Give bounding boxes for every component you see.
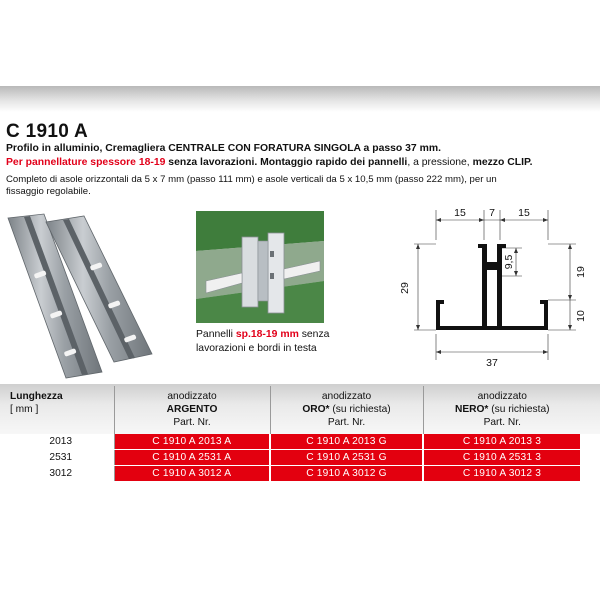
- parts-table-section: [0, 384, 600, 492]
- finish-name: NERO*: [454, 404, 489, 415]
- dim-bottom: 37: [486, 357, 498, 369]
- length-cell: 2013: [8, 434, 114, 450]
- length-unit: [ mm ]: [10, 404, 39, 415]
- finish-label: anodizzato: [477, 391, 527, 402]
- product-description-line-2: fissaggio regolabile.: [6, 186, 91, 197]
- part-number-cell: C 1910 A 3012 3: [423, 466, 581, 482]
- part-number-cell: C 1910 A 2531 G: [270, 450, 423, 466]
- dim-top-left: 15: [454, 207, 466, 219]
- table-row: [8, 466, 581, 482]
- col-nero-header: [423, 386, 581, 434]
- length-cell: 3012: [8, 466, 114, 482]
- dim-top-mid: 7: [489, 207, 495, 219]
- parts-table: [8, 386, 582, 482]
- product-title: [6, 143, 441, 154]
- dim-base-right: 10: [575, 310, 587, 322]
- product-code: C 1910 A: [6, 121, 88, 142]
- dim-slot: 9,5: [503, 254, 515, 270]
- caption-thickness: sp.18-19 mm: [235, 329, 299, 340]
- title-part-b: CENTRALE CON FORATURA SINGOLA: [168, 143, 361, 154]
- finish-name: ARGENTO: [166, 404, 218, 415]
- part-label: Part. Nr.: [173, 417, 211, 428]
- finish-note: (su richiesta): [329, 404, 391, 415]
- product-description-line-1: Completo di asole orizzontali da 5 x 7 mm (passo 111 mm) e asole verticali da 5 x 10,5 mm (passo 222 mm), per un: [6, 174, 497, 185]
- part-number-cell: C 1910 A 2013 3: [423, 434, 581, 450]
- finish-label: anodizzato: [167, 391, 217, 402]
- caption-c: senza: [298, 329, 330, 340]
- table-row: [8, 434, 581, 450]
- part-number-cell: C 1910 A 2013 G: [270, 434, 423, 450]
- dim-top-right: 15: [518, 207, 530, 219]
- product-subtitle: [6, 157, 532, 168]
- finish-note: (su richiesta): [488, 404, 550, 415]
- col-oro-header: [270, 386, 423, 434]
- image-caption: [196, 328, 386, 356]
- caption-d: lavorazioni e bordi in testa: [196, 343, 317, 354]
- length-cell: 2531: [8, 450, 114, 466]
- part-label: Part. Nr.: [327, 417, 366, 428]
- title-part-c: a passo 37 mm.: [360, 143, 441, 154]
- dim-height-right: 19: [575, 266, 587, 278]
- subtitle-red: Per pannellature spessore 18-19: [6, 157, 166, 168]
- part-number-cell: C 1910 A 3012 A: [114, 466, 270, 482]
- subtitle-clip: mezzo CLIP.: [472, 157, 533, 168]
- title-part-a: Profilo in alluminio, Cremagliera: [6, 143, 169, 154]
- caption-a: Pannelli: [196, 329, 236, 340]
- subtitle-bold: senza lavorazioni. Montaggio rapido dei pannelli: [165, 157, 408, 168]
- part-number-cell: C 1910 A 2531 3: [423, 450, 581, 466]
- dim-height-left: 29: [399, 282, 411, 294]
- finish-label: anodizzato: [321, 391, 372, 402]
- part-number-cell: C 1910 A 3012 G: [270, 466, 423, 482]
- col-length-header: [8, 386, 114, 434]
- finish-name: ORO*: [302, 404, 330, 415]
- header-gradient-band: [0, 86, 600, 112]
- col-argento-header: [114, 386, 270, 434]
- length-title: Lunghezza: [10, 391, 63, 402]
- part-label: Part. Nr.: [483, 417, 521, 428]
- part-number-cell: C 1910 A 2013 A: [114, 434, 270, 450]
- aluminium-rail-image: [6, 212, 162, 382]
- panel-installation-image: [196, 211, 324, 323]
- part-number-cell: C 1910 A 2531 A: [114, 450, 270, 466]
- table-header-row: [8, 386, 581, 434]
- subtitle-normal: , a pressione,: [407, 157, 473, 168]
- table-row: [8, 450, 581, 466]
- profile-cross-section-drawing: [392, 200, 592, 370]
